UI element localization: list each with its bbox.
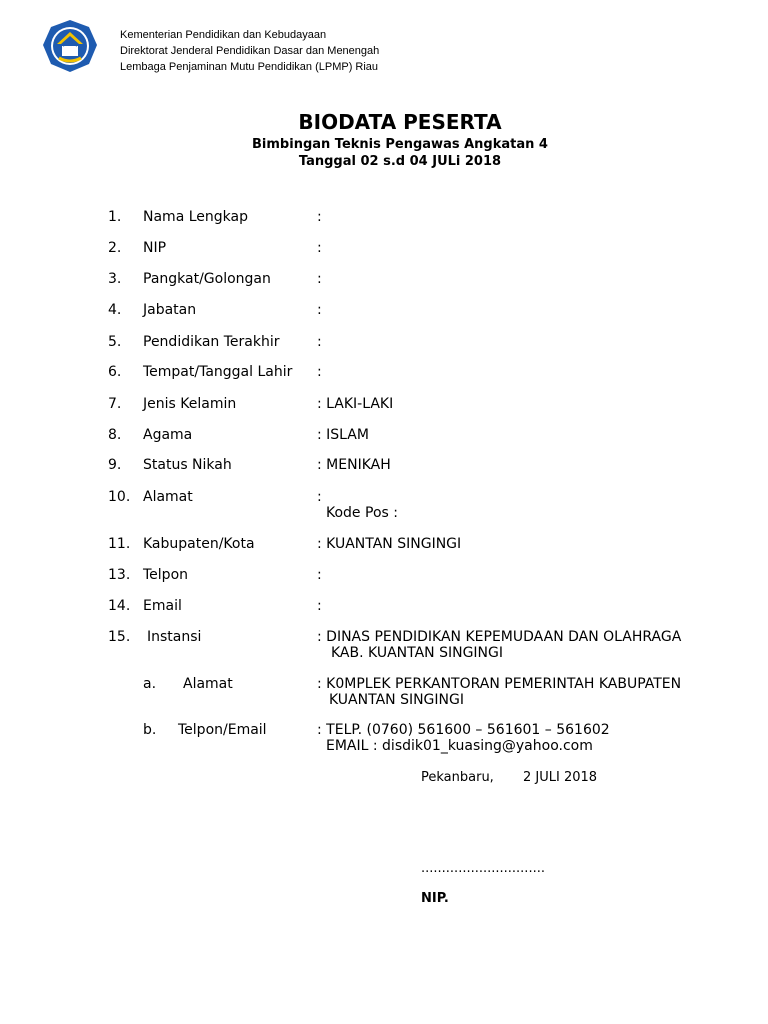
- kode-pos-label: Kode Pos :: [326, 505, 398, 521]
- field-label: Pangkat/Golongan: [143, 271, 271, 287]
- document-subtitle: Bimbingan Teknis Pengawas Angkatan 4: [252, 137, 548, 152]
- field-label: Instansi: [147, 629, 202, 645]
- field-number: 15.: [108, 629, 131, 645]
- field-value: :: [317, 302, 322, 318]
- field-value: : DINAS PENDIDIKAN KEPEMUDAAN DAN OLAHRAGA: [317, 629, 682, 645]
- field-number: 11.: [108, 536, 131, 552]
- field-label: Alamat: [183, 676, 233, 692]
- field-value: :: [317, 598, 322, 614]
- field-label: Tempat/Tanggal Lahir: [143, 364, 293, 380]
- signature-place: Pekanbaru,: [421, 770, 494, 785]
- field-number: 1.: [108, 209, 122, 225]
- field-number: b.: [143, 722, 157, 738]
- field-value: :: [317, 489, 322, 505]
- field-number: 3.: [108, 271, 122, 287]
- ministry-name: Kementerian Pendidikan dan Kebudayaan: [120, 29, 327, 41]
- instansi-alamat-continuation: KUANTAN SINGINGI: [329, 692, 464, 708]
- field-value: :: [317, 240, 322, 256]
- field-number: 13.: [108, 567, 131, 583]
- field-value: : K0MPLEK PERKANTORAN PEMERINTAH KABUPATEN: [317, 676, 682, 692]
- institution-header: [120, 27, 379, 75]
- field-number: 6.: [108, 364, 122, 380]
- signature-date: 2 JULI 2018: [523, 770, 598, 785]
- field-label: Pendidikan Terakhir: [143, 334, 280, 350]
- field-label: Agama: [143, 427, 193, 443]
- field-label: Jabatan: [143, 302, 197, 318]
- field-number: 7.: [108, 396, 122, 412]
- field-value: :: [317, 209, 322, 225]
- field-label: Telpon: [143, 567, 189, 583]
- field-value: :: [317, 364, 322, 380]
- field-number: 10.: [108, 489, 131, 505]
- field-label: Email: [143, 598, 182, 614]
- document-title: BIODATA PESERTA: [298, 110, 502, 134]
- field-value: :: [317, 567, 322, 583]
- field-number: 4.: [108, 302, 122, 318]
- field-number: a.: [143, 676, 157, 692]
- document-date: Tanggal 02 s.d 04 JULi 2018: [298, 154, 502, 169]
- instansi-email-line: EMAIL : disdik01_kuasing@yahoo.com: [326, 738, 593, 754]
- field-value: : LAKI-LAKI: [317, 396, 394, 412]
- field-label: NIP: [143, 240, 167, 256]
- field-number: 8.: [108, 427, 122, 443]
- field-value: :: [317, 271, 322, 287]
- instansi-continuation: KAB. KUANTAN SINGINGI: [331, 645, 503, 661]
- signature-nip-label: NIP.: [421, 891, 449, 906]
- field-number: 14.: [108, 598, 131, 614]
- field-label: Telpon/Email: [178, 722, 267, 738]
- field-value: : ISLAM: [317, 427, 369, 443]
- field-value: : MENIKAH: [317, 457, 391, 473]
- field-label: Nama Lengkap: [143, 209, 248, 225]
- field-value: : KUANTAN SINGINGI: [317, 536, 462, 552]
- directorate-name: Direktorat Jenderal Pendidikan Dasar dan Menengah: [120, 45, 380, 57]
- field-number: 9.: [108, 457, 122, 473]
- field-value: :: [317, 334, 322, 350]
- agency-name: Lembaga Penjaminan Mutu Pendidikan (LPMP) Riau: [120, 61, 379, 73]
- field-label: Jenis Kelamin: [143, 396, 237, 412]
- field-label: Kabupaten/Kota: [143, 536, 255, 552]
- field-number: 5.: [108, 334, 122, 350]
- field-label: Status Nikah: [143, 457, 232, 473]
- signature-name-line: ..............................: [421, 861, 545, 876]
- tut-wuri-handayani-logo: [41, 18, 99, 74]
- field-number: 2.: [108, 240, 122, 256]
- field-value: : TELP. (0760) 561600 – 561601 – 561602: [317, 722, 610, 738]
- field-label: Alamat: [143, 489, 193, 505]
